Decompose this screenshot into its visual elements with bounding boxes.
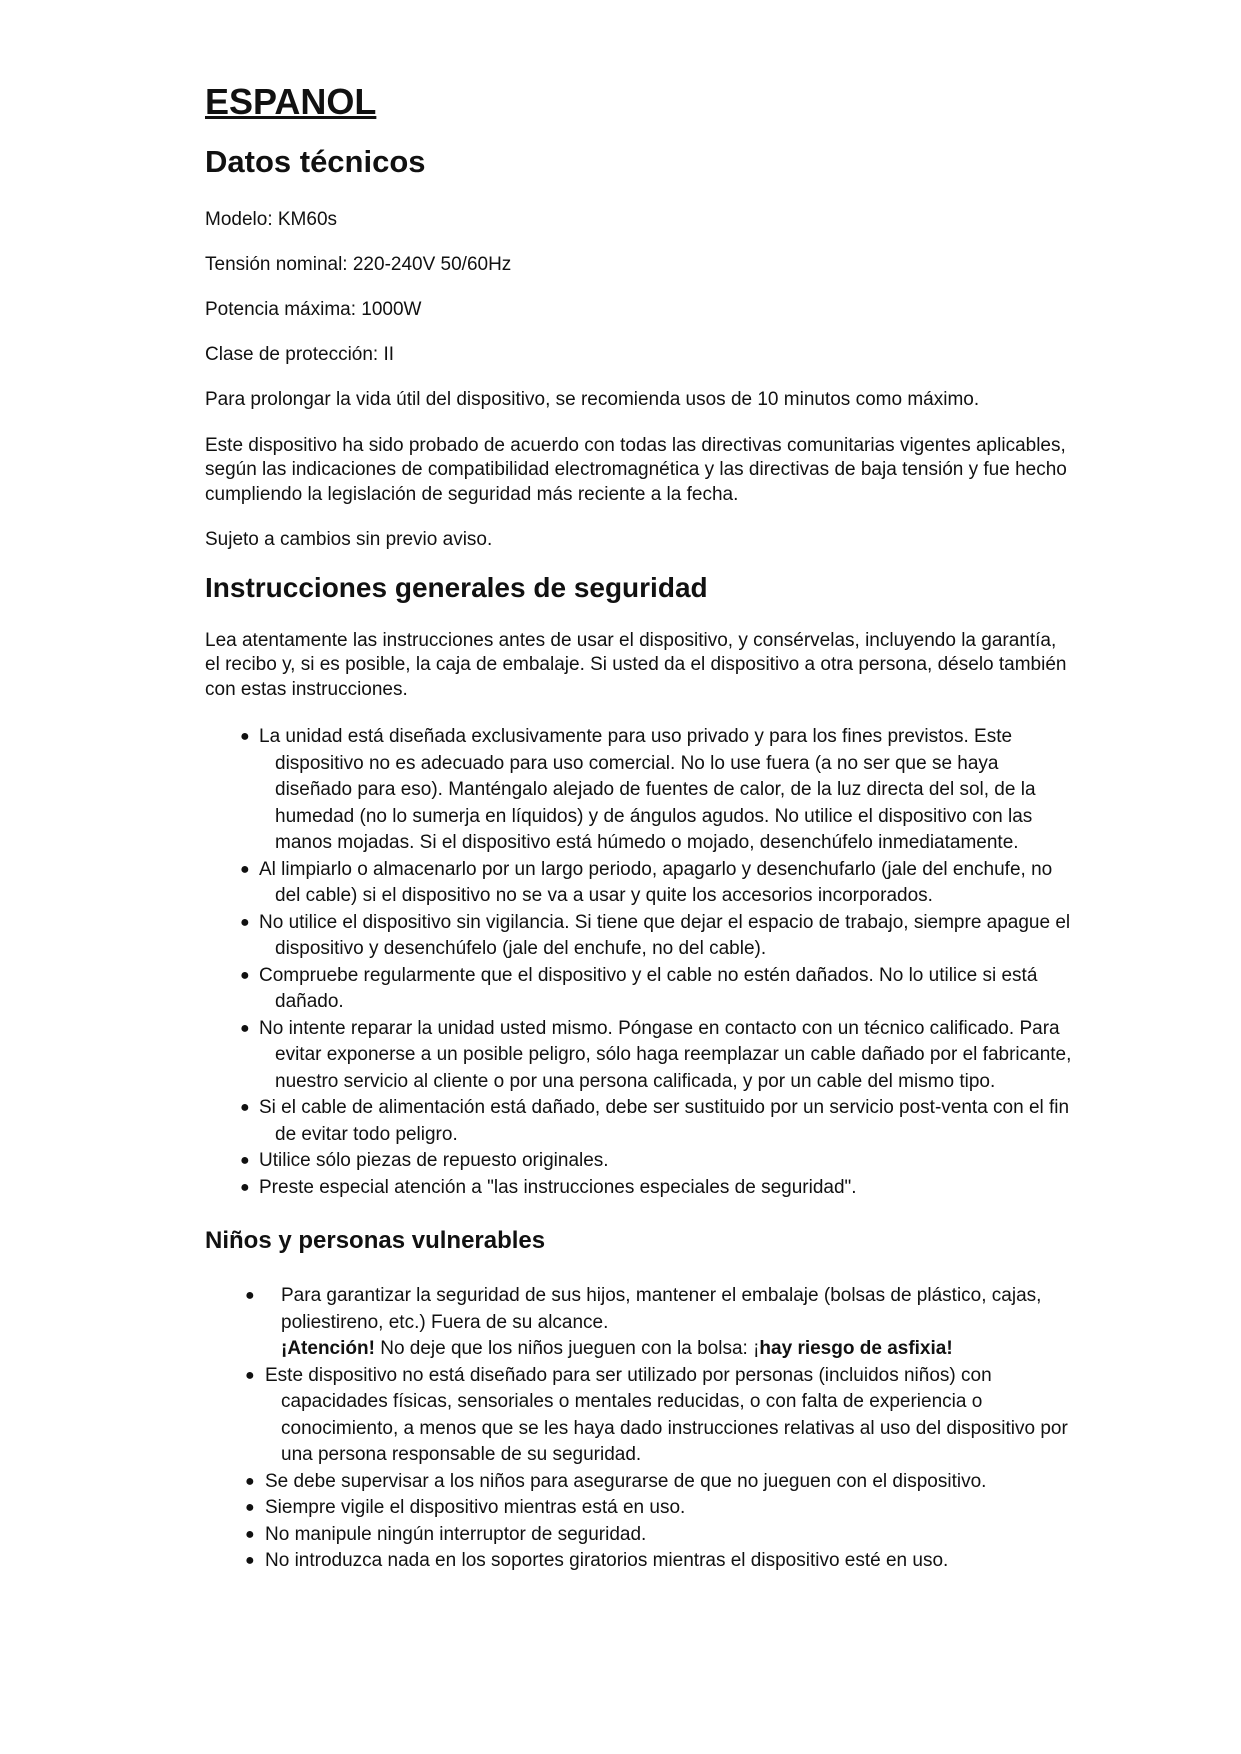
list-item (205, 1095, 1075, 1148)
list-item-text: Al limpiarlo o almacenarlo por un largo periodo, apagarlo y desenchufarlo (jale del enchufe, no del cable) si el dispositivo no se va a usar y quite los accesorios incorporados. (259, 858, 1053, 906)
bullet-icon: ● (245, 1525, 255, 1543)
safety-list (205, 724, 1075, 1201)
attention-label: ¡Atención! (281, 1338, 375, 1359)
list-item-text: La unidad está diseñada exclusivamente para uso privado y para los fines previstos. Este dispositivo no es adecuado para uso comercial. No lo use fuera (a no ser que se haya diseñado para eso). Manténgalo alejado de fuentes de calor, de la luz directa del sol, de la humedad (no lo sumerja en líquidos) y de ángulos agudos. No utilice el dispositivo con las manos mojadas. Si el dispositivo está húmedo o mojado, desenchúfelo inmediatamente. (259, 726, 1036, 853)
bullet-icon: ● (245, 1499, 255, 1516)
safety-heading: Instrucciones generales de seguridad (205, 571, 708, 603)
bullet-icon: ● (245, 1287, 255, 1304)
bullet-icon: ● (245, 1472, 255, 1490)
list-item-text: Compruebe regularmente que el dispositivo y el cable no estén dañados. No lo utilice si está dañado. (259, 964, 1038, 1012)
spec-voltage: Tensión nominal: 220-240V 50/60Hz (205, 254, 512, 275)
list-item-text: No manipule ningún interruptor de seguridad. (265, 1523, 647, 1545)
bullet-icon: ● (240, 1152, 250, 1169)
list-item (205, 1469, 1075, 1496)
list-item-text: Siempre vigile el dispositivo mientras está en uso. (265, 1497, 686, 1518)
list-item (205, 1148, 1075, 1175)
list-item (205, 1363, 1075, 1469)
language-heading: ESPANOL (205, 81, 377, 122)
list-item-text: No introduzca nada en los soportes giratorios mientras el dispositivo esté en uso. (265, 1550, 949, 1571)
list-item-text: Para garantizar la seguridad de sus hijos, mantener el embalaje (bolsas de plástico, cajas, poliestireno, etc.) Fuera de su alcance. (281, 1285, 1042, 1333)
list-item (205, 857, 1075, 910)
attention-emphasis: hay riesgo de asfixia! (759, 1338, 953, 1359)
list-item (205, 1548, 1075, 1575)
list-item-text: No utilice el dispositivo sin vigilancia. Si tiene que dejar el espacio de trabajo, siempre apague el dispositivo y desenchúfelo (jale del enchufe, no del cable). (259, 911, 1071, 959)
list-item-text: Utilice sólo piezas de repuesto originales. (259, 1150, 609, 1171)
list-item (205, 1283, 1075, 1363)
safety-intro: Lea atentamente las instrucciones antes de usar el dispositivo, y consérvelas, incluyendo la garantía, el recibo y, si es posible, la caja de embalaje. Si usted da el dispositivo a otra persona, déselo también con estas instrucciones. (205, 629, 1067, 700)
bullet-icon: ● (240, 860, 250, 878)
bullet-icon: ● (245, 1366, 255, 1384)
usage-note: Para prolongar la vida útil del dispositivo, se recomienda usos de 10 minutos como máximo. (205, 389, 980, 410)
list-item-text: Se debe supervisar a los niños para asegurarse de que no jueguen con el dispositivo. (265, 1470, 987, 1492)
compliance-note: Este dispositivo ha sido probado de acuerdo con todas las directivas comunitarias vigentes aplicables, según las indicaciones de compatibilidad electromagnética y las directivas de baja tensión y fue hecho cumpliendo la legislación de seguridad más reciente a la fecha. (205, 434, 1067, 505)
bullet-icon: ● (240, 966, 250, 984)
bullet-icon: ● (245, 1552, 255, 1569)
list-item (205, 724, 1075, 857)
tech-data-heading: Datos técnicos (205, 144, 426, 179)
spec-protection-class: Clase de protección: II (205, 344, 395, 365)
list-item (205, 1175, 1075, 1202)
attention-warning (281, 1336, 1075, 1363)
spec-list (205, 208, 1075, 367)
spec-power: Potencia máxima: 1000W (205, 299, 422, 320)
change-note: Sujeto a cambios sin previo aviso. (205, 529, 493, 550)
list-item-text: Si el cable de alimentación está dañado, debe ser sustituido por un servicio post-venta con el fin de evitar todo peligro. (259, 1097, 1070, 1145)
children-list (205, 1283, 1075, 1575)
children-heading: Niños y personas vulnerables (205, 1227, 546, 1254)
spec-model: Modelo: KM60s (205, 209, 338, 230)
list-item (205, 1522, 1075, 1549)
manual-page (205, 78, 1075, 1575)
list-item (205, 910, 1075, 963)
list-item-text: No intente reparar la unidad usted mismo. Póngase en contacto con un técnico calificado. Para evitar exponerse a un posible peligro, sólo haga reemplazar un cable dañado por el fabricante, nuestro servicio al cliente o por una persona calificada, y por un cable del mismo tipo. (259, 1017, 1072, 1092)
bullet-icon: ● (240, 913, 250, 931)
bullet-icon: ● (240, 1019, 250, 1037)
list-item-text: Preste especial atención a "las instrucciones especiales de seguridad". (259, 1176, 857, 1198)
bullet-icon: ● (240, 728, 250, 745)
list-item (205, 963, 1075, 1016)
list-item (205, 1016, 1075, 1096)
attention-text: No deje que los niños jueguen con la bolsa: ¡ (374, 1338, 760, 1359)
bullet-icon: ● (240, 1178, 250, 1196)
list-item-text: Este dispositivo no está diseñado para ser utilizado por personas (incluidos niños) con capacidades físicas, sensoriales o mentales reducidas, o con falta de experiencia o conocimiento, a menos que se les haya dado instrucciones relativas al uso del dispositivo por una persona responsable de su seguridad. (265, 1364, 1068, 1465)
bullet-icon: ● (240, 1099, 250, 1116)
list-item (205, 1495, 1075, 1522)
